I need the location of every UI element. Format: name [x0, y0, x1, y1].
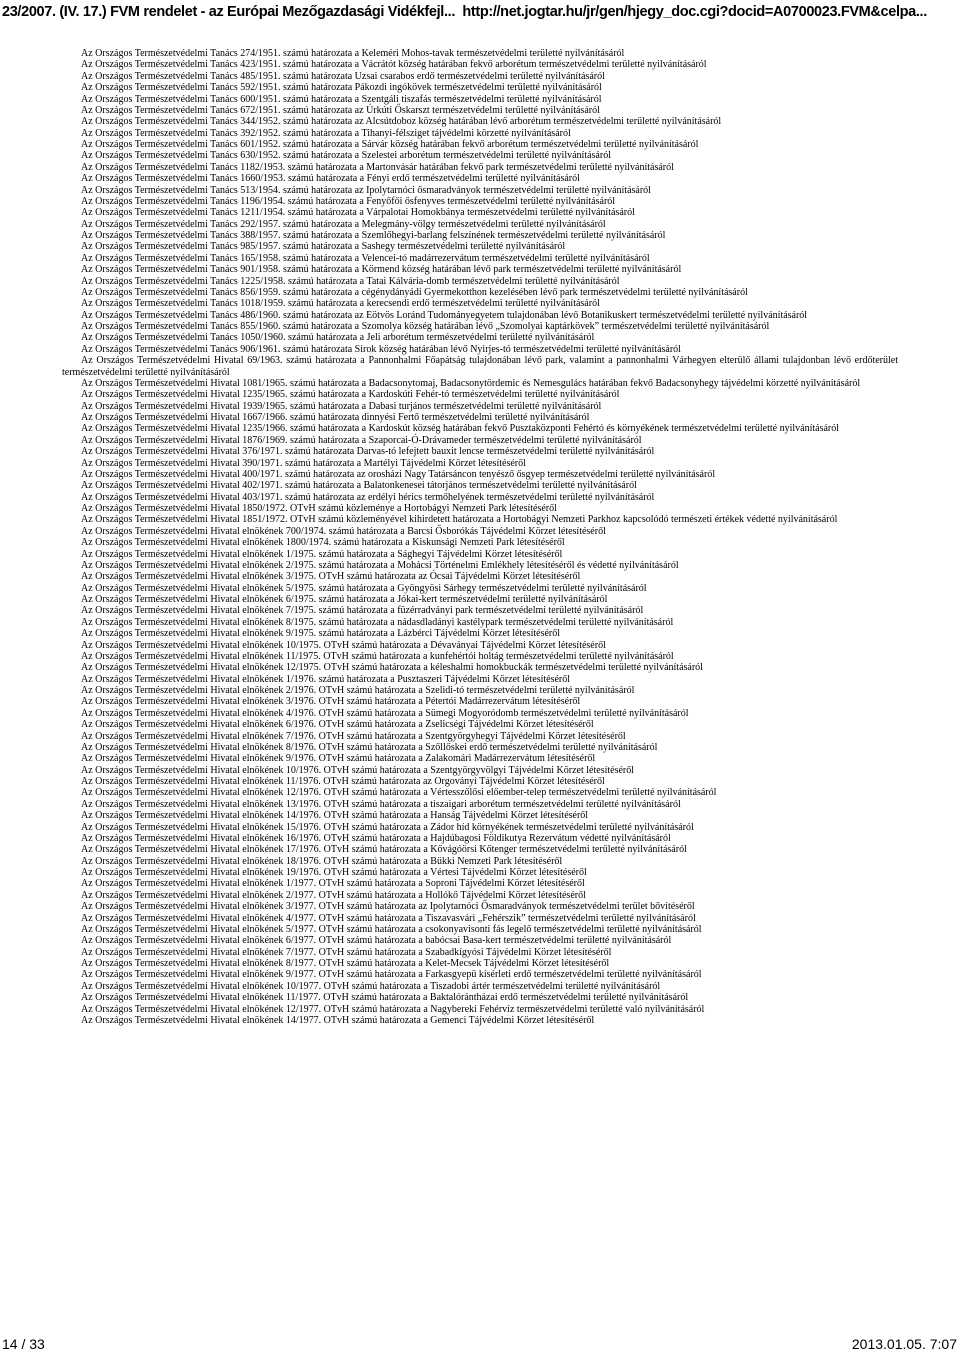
list-item: Az Országos Természetvédelmi Hivatal elnökének 14/1977. OTvH számú határozata a Gemenci Tájvédelmi Körzet létesítéséről [81, 1014, 595, 1026]
list-item: Az Országos Természetvédelmi Hivatal elnökének 1/1977. OTvH számú határozata a Soproni Tájvédelmi Körzet létesítéséről [81, 878, 585, 890]
header-url: http://net.jogtar.hu/jr/gen/hjegy_doc.cgi?docid=A0700023.FVM&celpa... [462, 4, 927, 20]
list-item: Az Országos Természetvédelmi Hivatal elnökének 700/1974. számú határozata a Barcsi Ősborókás Tájvédelmi Körzet létesítéséről [81, 525, 606, 537]
list-item: Az Országos Természetvédelmi Hivatal elnökének 1/1975. számú határozata a Sághegyi Tájvédelmi Körzet létesítéséről [81, 548, 563, 560]
list-item: Az Országos Természetvédelmi Tanács 592/1951. számú határozata Pákozdi ingókövek természetvédelmi területté nyilvánításáról [81, 82, 602, 94]
list-item: Az Országos Természetvédelmi Tanács 600/1951. számú határozata a Szentgáli tiszafás természetvédelmi területté nyilvánításáról [81, 93, 602, 105]
list-item: Az Országos Természetvédelmi Tanács 855/1960. számú határozata a Szomolya község határában lévő „Szomolyai kaptárkövek” természetvédelmi területté nyilvánításáról [81, 321, 770, 332]
list-item: Az Országos Természetvédelmi Hivatal elnökének 13/1976. OTvH számú határozata a tiszaigari arborétum természetvédelmi területté nyilvánításáról [81, 798, 681, 810]
list-item: Az Országos Természetvédelmi Hivatal elnökének 9/1977. OTvH számú határozata a Farkasgyepü kísérleti erdő természetvédelmi területté nyilvánításáról [81, 969, 702, 981]
list-item: Az Országos Természetvédelmi Tanács 165/1958. számú határozata a Velencei-tó madárrezervátum természetvédelmi területté nyilvánításáról [81, 252, 650, 264]
list-item: Az Országos Természetvédelmi Tanács 601/1952. számú határozata a Sárvár község határában fekvő arborétum természetvédelmi területté nyilvánításáról [81, 139, 699, 150]
list-item: Az Országos Természetvédelmi Hivatal 403/1971. számú határozata az erdélyi hérics termőhelyének természetvédelmi területté nyilvánításáról [81, 491, 655, 503]
list-item: Az Országos Természetvédelmi Hivatal elnökének 3/1975. OTvH számú határozata az Ócsai Tájvédelmi Körzet létesítéséről [81, 571, 581, 583]
list-item: Az Országos Természetvédelmi Hivatal elnökének 4/1976. OTvH számú határozata a Sümegi Mogyoródomb természetvédelmi területté nyilvánításáról [81, 707, 689, 719]
list-item: Az Országos Természetvédelmi Hivatal elnökének 17/1976. OTvH számú határozata a Kővágóörsi Kőtenger természetvédelmi területté nyilvánításáról [81, 844, 687, 856]
list-item: Az Országos Természetvédelmi Hivatal 1876/1969. számú határozata a Szaporcai-Ó-Drávameder természetvédelmi területté nyilvánításáról [81, 434, 642, 446]
list-item: Az Országos Természetvédelmi Hivatal elnökének 11/1977. OTvH számú határozata a Baktalórántházai erdő természetvédelmi területté nyilvánításáról [81, 992, 689, 1004]
list-item: Az Országos Természetvédelmi Tanács 856/1959. számú határozata a cégénydányádi Gyermekotthon kezelésében lévő park természetvédelmi területté nyilvánításáról [81, 286, 748, 298]
list-item: Az Országos Természetvédelmi Tanács 388/1957. számú határozata a Szemlőhegyi-barlang felszínének természetvédelmi területté nyilvánításáról [81, 230, 666, 241]
list-item: Az Országos Természetvédelmi Tanács 985/1957. számú határozata a Sashegy természetvédelmi területté nyilvánításáról [81, 241, 566, 253]
list-item: Az Országos Természetvédelmi Hivatal elnökének 1800/1974. számú határozata a Kiskunsági Nemzeti Park létesítéséről [81, 537, 565, 549]
list-item: Az Országos Természetvédelmi Tanács 1182/1953. számú határozata a Martonvásár határában fekvő park természetvédelmi területté nyilvánításáról [81, 161, 674, 173]
list-item: Az Országos Természetvédelmi Hivatal 1081/1965. számú határozata a Badacsonytomaj, Badacsonytördemic és Nemesgulács határában fekvő Badacsonyhegy tájvédelmi körzetté nyilvánításáról [81, 377, 861, 389]
list-item: Az Országos Természetvédelmi Hivatal 400/1971. számú határozata az orosházi Nagy Tatársáncon tenyésző ősgyep természetvédelmi területté nyilvánításáról [81, 468, 716, 480]
list-item: Az Országos Természetvédelmi Hivatal elnökének 12/1975. OTvH számú határozata a kéleshalmi homokbuckák természetvédelmi területté nyilvánításáról [81, 662, 703, 674]
list-item: Az Országos Természetvédelmi Hivatal elnökének 8/1976. OTvH számú határozata a Szőllőskei erdő természetvédelmi területté nyilvánításáról [81, 741, 658, 753]
list-item: Az Országos Természetvédelmi Hivatal elnökének 2/1977. OTvH számú határozata a Hollókő Tájvédelmi Körzet létesítéséről [81, 889, 586, 901]
list-item: Az Országos Természetvédelmi Hivatal elnökének 14/1976. OTvH számú határozata a Hanság Tájvédelmi Körzet létesítéséről [81, 810, 589, 822]
list-item: Az Országos Természetvédelmi Tanács 906/1961. számú határozata Sirok község határában lévő Nyirjes-tó természetvédelmi területté nyilvánításáról [81, 343, 681, 355]
list-item: Az Országos Természetvédelmi Hivatal 1939/1965. számú határozata a Dabasi turjános természetvédelmi területté nyilvánításáról [81, 400, 602, 412]
list-item: Az Országos Természetvédelmi Hivatal elnökének 6/1975. számú határozata a Jókai-kert természetvédelmi területté nyilvánításáról [81, 594, 608, 605]
list-item: Az Országos Természetvédelmi Tanács 423/1951. számú határozata a Vácrátót község határában fekvő arborétum természetvédelmi területté nyilvánításáról [81, 59, 707, 71]
list-item: Az Országos Természetvédelmi Hivatal 376/1971. számú határozata Darvas-tó lefejtett bauxit lencse természetvédelmi területté nyilvánításáról [81, 446, 655, 458]
list-item: Az Országos Természetvédelmi Hivatal elnökének 2/1976. OTvH számú határozata a Szelidi-tó természetvédelmi területté nyilvánításáról [81, 685, 635, 696]
list-item: Az Országos Természetvédelmi Hivatal elnökének 5/1975. számú határozata a Gyöngyösi Sárhegy természetvédelmi területté nyilvánításáról [81, 582, 647, 594]
list-item: Az Országos Természetvédelmi Hivatal 69/1963. számú határozata a Pannonhalmi Főapátság tulajdonában lévő park, valamint a pannonhalmi Várhegyen elterülő állami tulajdonban lévő erdőterület természetvédelmi területté nyilvánításáról [62, 355, 898, 378]
list-item: Az Országos Természetvédelmi Tanács 1660/1953. számú határozata a Fényi erdő természetvédelmi területté nyilvánításáról [81, 173, 580, 185]
list-item: Az Országos Természetvédelmi Tanács 485/1951. számú határozata Uzsai csarabos erdő természetvédelmi területté nyilvánításáról [81, 70, 605, 82]
list-item: Az Országos Természetvédelmi Tanács 1050/1960. számú határozata a Jeli arborétum természetvédelmi területté nyilvánításáról [81, 332, 595, 344]
list-item: Az Országos Természetvédelmi Tanács 274/1951. számú határozata a Keleméri Mohos-tavak természetvédelmi területté nyilvánításáról [81, 48, 625, 59]
list-item: Az Országos Természetvédelmi Hivatal elnökének 3/1977. OTvH számú határozata az Ipolytarnóci Ősmaradványok természetvédelmi terület bővítéséről [81, 901, 695, 913]
list-item: Az Országos Természetvédelmi Hivatal 390/1971. számú határozata a Martélyi Tájvédelmi Körzet létesítéséről [81, 457, 526, 469]
list-item: Az Országos Természetvédelmi Hivatal elnökének 7/1976. OTvH számú határozata a Szentgyörgyhegyi Tájvédelmi Körzet létesítéséről [81, 730, 626, 742]
list-item: Az Országos Természetvédelmi Hivatal elnökének 12/1976. OTvH számú határozata a Vértesszőlősi előember-telep természetvédelmi területté nyilvánításáról [81, 787, 717, 799]
header-document-title: 23/2007. (IV. 17.) FVM rendelet - az Európai Mezőgazdasági Vidékfejl... [2, 4, 456, 20]
list-item: Az Országos Természetvédelmi Hivatal elnökének 9/1976. OTvH számú határozata a Zalakomári Madárrezervátum létesítéséről [81, 753, 596, 765]
list-item: Az Országos Természetvédelmi Tanács 486/1960. számú határozata az Eötvös Loránd Tudományegyetem tulajdonában lévő Botanikuskert természetvédelmi területté nyilvánításáról [81, 309, 808, 321]
list-item: Az Országos Természetvédelmi Hivatal elnökének 11/1976. OTvH számú határozata az Orgoványi Tájvédelmi Körzet létesítéséről [81, 776, 605, 787]
list-item: Az Országos Természetvédelmi Hivatal elnökének 3/1976. OTvH számú határozata a Pétertói Madárrezervátum létesítéséről [81, 696, 581, 708]
list-item: Az Országos Természetvédelmi Hivatal 1667/1966. számú határozata dinnyési Fertő természetvédelmi területté nyilvánításáról [81, 412, 590, 423]
list-item: Az Országos Természetvédelmi Hivatal elnökének 10/1976. OTvH számú határozata a Szentgyörgyvölgyi Tájvédelmi Körzet létesítéséről [81, 764, 635, 776]
list-item: Az Országos Természetvédelmi Tanács 1211/1954. számú határozata a Várpalotai Homokbánya természetvédelmi területté nyilvánításáról [81, 207, 635, 219]
list-item: Az Országos Természetvédelmi Hivatal elnökének 15/1976. OTvH számú határozata a Zádor híd környékének természetvédelmi területté nyilvánításáról [81, 821, 694, 833]
list-item: Az Országos Természetvédelmi Tanács 630/1952. számú határozata a Szelestei arborétum természetvédelmi területté nyilvánításáról [81, 150, 611, 162]
list-item: Az Országos Természetvédelmi Hivatal elnökének 18/1976. OTvH számú határozata a Bükki Nemzeti Park létesítéséről [81, 855, 563, 867]
list-item: Az Országos Természetvédelmi Hivatal elnökének 6/1977. OTvH számú határozata a babócsai Basa-kert természetvédelmi területté nyilvánításáról [81, 935, 672, 947]
list-item: Az Országos Természetvédelmi Tanács 672/1951. számú határozata az Úrkúti Őskarszt természetvédelmi területté nyilvánításáról [81, 104, 600, 116]
list-item: Az Országos Természetvédelmi Tanács 901/1958. számú határozata a Körmend község határában lévő park természetvédelmi területté nyilvánításáról [81, 264, 682, 276]
list-item: Az Országos Természetvédelmi Hivatal 1850/1972. OTvH számú közleménye a Hortobágyi Nemzeti Park létesítéséről [81, 503, 557, 514]
list-item: Az Országos Természetvédelmi Tanács 1018/1959. számú határozata a kerecsendi erdő természetvédelmi területté nyilvánításáról [81, 298, 600, 310]
list-item: Az Országos Természetvédelmi Tanács 292/1957. számú határozata a Melegmány-völgy természetvédelmi területté nyilvánításáról [81, 218, 606, 230]
list-item: Az Országos Természetvédelmi Tanács 392/1952. számú határozata a Tihanyi-félsziget tájvédelmi körzetté nyilvánításáról [81, 127, 571, 139]
regulation-list [62, 48, 898, 1026]
page-number: 14 / 33 [2, 1336, 45, 1352]
list-item: Az Országos Természetvédelmi Hivatal elnökének 8/1977. OTvH számú határozata a Kelet-Mecsek Tájvédelmi Körzet létesítéséről [81, 958, 610, 969]
list-item: Az Országos Természetvédelmi Hivatal elnökének 5/1977. OTvH számú határozata a csokonyavisonti fás legelő természetvédelmi területté nyilvánításáról [81, 923, 702, 935]
list-item: Az Országos Természetvédelmi Hivatal elnökének 19/1976. OTvH számú határozata a Vértesi Tájvédelmi Körzet létesítéséről [81, 867, 587, 878]
list-item: Az Országos Természetvédelmi Hivatal elnökének 1/1976. számú határozata a Pusztaszeri Tájvédelmi Körzet létesítéséről [81, 673, 571, 685]
list-item: Az Országos Természetvédelmi Hivatal 1235/1966. számú határozata a Kardoskút község határában fekvő Pusztaközponti Fehértó és környékének természetvédelmi területté nyilvánításáról [81, 423, 840, 435]
list-item: Az Országos Természetvédelmi Hivatal elnökének 7/1977. OTvH számú határozata a Szabadkígyósi Tájvédelmi Körzet létesítéséről [81, 946, 612, 958]
list-item: Az Országos Természetvédelmi Hivatal elnökének 16/1976. OTvH számú határozata a Hajdúbagosi Földikutya Rezervátum védetté nyilvánításáról [81, 832, 671, 844]
list-item: Az Országos Természetvédelmi Tanács 344/1952. számú határozata az Alcsútdoboz község határában lévő arborétum természetvédelmi területté nyilvánításáról [81, 116, 722, 128]
list-item: Az Országos Természetvédelmi Hivatal elnökének 6/1976. OTvH számú határozata a Zselicségi Tájvédelmi Körzet létesítéséről [81, 719, 594, 731]
list-item: Az Országos Természetvédelmi Hivatal elnökének 11/1975. OTvH számú határozata a kunfehértói holtág természetvédelmi területté nyilvánításáról [81, 650, 674, 662]
list-item: Az Országos Természetvédelmi Tanács 1196/1954. számú határozata a Fenyőfői ősfenyves természetvédelmi területté nyilvánításáról [81, 195, 616, 207]
list-item: Az Országos Természetvédelmi Hivatal elnökének 4/1977. OTvH számú határozata a Tiszavasvári „Fehérszik” természetvédelmi területté nyilvánításáról [81, 912, 696, 924]
list-item: Az Országos Természetvédelmi Tanács 1225/1958. számú határozata a Tatai Kálvária-domb természetvédelmi területté nyilvánításáról [81, 275, 620, 287]
list-item: Az Országos Természetvédelmi Hivatal elnökének 9/1975. számú határozata a Lázbérci Tájvédelmi Körzet létesítéséről [81, 628, 561, 640]
list-item: Az Országos Természetvédelmi Hivatal 1235/1965. számú határozata a Kardoskúti Fehér-tó természetvédelmi területté nyilvánításáról [81, 389, 620, 401]
list-item: Az Országos Természetvédelmi Hivatal 402/1971. számú határozata a Balatonkenesei tátorjános természetvédelmi területté nyilvánításáról [81, 480, 637, 492]
list-item: Az Országos Természetvédelmi Hivatal elnökének 8/1975. számú határozata a nádasdladányi kastélypark természetvédelmi területté nyilvánításáról [81, 616, 674, 628]
list-item: Az Országos Természetvédelmi Hivatal elnökének 10/1975. OTvH számú határozata a Dévaványai Tájvédelmi Körzet létesítéséről [81, 639, 606, 651]
list-item: Az Országos Természetvédelmi Hivatal 1851/1972. OTvH számú közleményével kihirdetett határozata a Hortobágyi Nemzeti Parkhoz kapcsolódó természeti értékek védetté nyilvánításáról [81, 514, 838, 526]
list-item: Az Országos Természetvédelmi Hivatal elnökének 2/1975. számú határozata a Mohácsi Történelmi Emlékhely létesítéséről és védetté nyilvánításáról [81, 559, 679, 571]
list-item: Az Országos Természetvédelmi Hivatal elnökének 10/1977. OTvH számú határozata a Tiszadobi ártér természetvédelmi területté nyilvánításáról [81, 980, 661, 992]
list-item: Az Országos Természetvédelmi Hivatal elnökének 12/1977. OTvH számú határozata a Nagybereki Fehérvíz természetvédelmi területté való nyilvánításáról [81, 1003, 705, 1015]
list-item: Az Országos Természetvédelmi Tanács 513/1954. számú határozata az Ipolytarnóci ősmaradványok természetvédelmi területté nyilvánításáról [81, 184, 651, 196]
list-item: Az Országos Természetvédelmi Hivatal elnökének 7/1975. számú határozata a füzérradványi park természetvédelmi területté nyilvánításáról [81, 605, 644, 617]
print-header [2, 4, 958, 20]
print-datetime: 2013.01.05. 7:07 [851, 1336, 957, 1352]
